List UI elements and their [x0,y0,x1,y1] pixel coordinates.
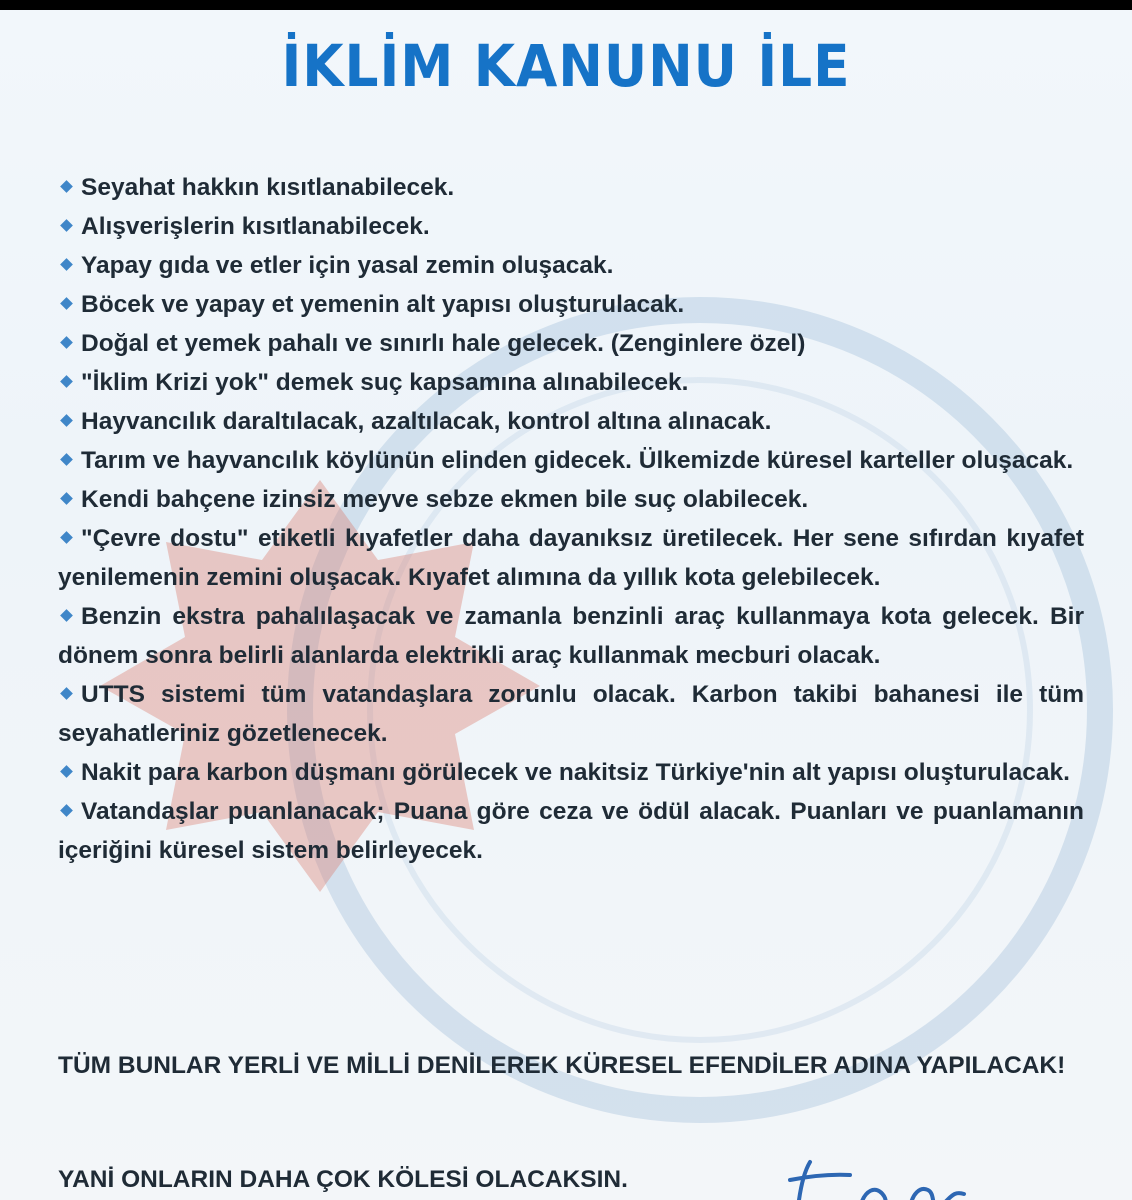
diamond-bullet-icon [60,687,73,700]
diamond-bullet-icon [60,609,73,622]
list-item-text: Benzin ekstra pahalılaşacak ve zamanla benzinli araç kullanmaya kota gelecek. Bir dönem sonra belirli alanlarda elektrikli araç kullanmak mecburi olacak. [58,603,1084,669]
list-item [58,792,1084,870]
diamond-bullet-icon [60,180,73,193]
list-item-text: "Çevre dostu" etiketli kıyafetler daha dayanıksız üretilecek. Her sene sıfırdan kıyafet yenilemenin zemini oluşacak. Kıyafet alımına da yıllık kota gelebilecek. [58,525,1084,591]
list-item [58,363,1084,402]
closing-statement: TÜM BUNLAR YERLİ VE MİLLİ DENİLEREK KÜRESEL EFENDİLER ADINA YAPILACAK! [58,1052,1066,1079]
list-item [58,480,1084,519]
diamond-bullet-icon [60,414,73,427]
diamond-bullet-icon [60,375,73,388]
diamond-bullet-icon [60,219,73,232]
list-item-text: "İklim Krizi yok" demek suç kapsamına alınabilecek. [81,369,689,396]
list-item [58,207,1084,246]
list-item [58,246,1084,285]
list-item [58,402,1084,441]
list-item-text: Doğal et yemek pahalı ve sınırlı hale gelecek. (Zenginlere özel) [81,330,806,357]
diamond-bullet-icon [60,297,73,310]
list-item [58,285,1084,324]
list-item-text: Hayvancılık daraltılacak, azaltılacak, kontrol altına alınacak. [81,408,772,435]
item-list [58,168,1084,870]
list-item [58,753,1084,792]
diamond-bullet-icon [60,453,73,466]
list-item-text: Yapay gıda ve etler için yasal zemin oluşacak. [81,252,614,279]
list-item-text: Alışverişlerin kısıtlanabilecek. [81,213,430,240]
page-title: İKLİM KANUNU İLE [281,32,851,100]
list-item-text: UTTS sistemi tüm vatandaşlara zorunlu olacak. Karbon takibi bahanesi ile tüm seyahatleriniz gözetlenecek. [58,681,1084,747]
closing-conclusion: YANİ ONLARIN DAHA ÇOK KÖLESİ OLACAKSIN. [58,1166,628,1193]
diamond-bullet-icon [60,531,73,544]
diamond-bullet-icon [60,492,73,505]
diamond-bullet-icon [60,336,73,349]
diamond-bullet-icon [60,765,73,778]
list-item [58,597,1084,675]
list-item-text: Vatandaşlar puanlanacak; Puana göre ceza ve ödül alacak. Puanları ve puanlamanın içeriğini küresel sistem belirleyecek. [58,798,1084,864]
list-item-text: Nakit para karbon düşmanı görülecek ve nakitsiz Türkiye'nin alt yapısı oluşturulacak. [81,759,1070,786]
list-item-text: Böcek ve yapay et yemenin alt yapısı oluşturulacak. [81,291,685,318]
list-item-text: Kendi bahçene izinsiz meyve sebze ekmen bile suç olabilecek. [81,486,809,513]
diamond-bullet-icon [60,258,73,271]
list-item [58,441,1084,480]
list-item [58,168,1084,207]
list-item-text: Seyahat hakkın kısıtlanabilecek. [81,174,455,201]
list-item [58,675,1084,753]
list-item-text: Tarım ve hayvancılık köylünün elinden gidecek. Ülkemizde küresel karteller oluşacak. [81,447,1074,474]
diamond-bullet-icon [60,804,73,817]
list-item [58,324,1084,363]
signature-scribble-icon [780,1150,1010,1200]
list-item [58,519,1084,597]
document-page [0,10,1132,1200]
